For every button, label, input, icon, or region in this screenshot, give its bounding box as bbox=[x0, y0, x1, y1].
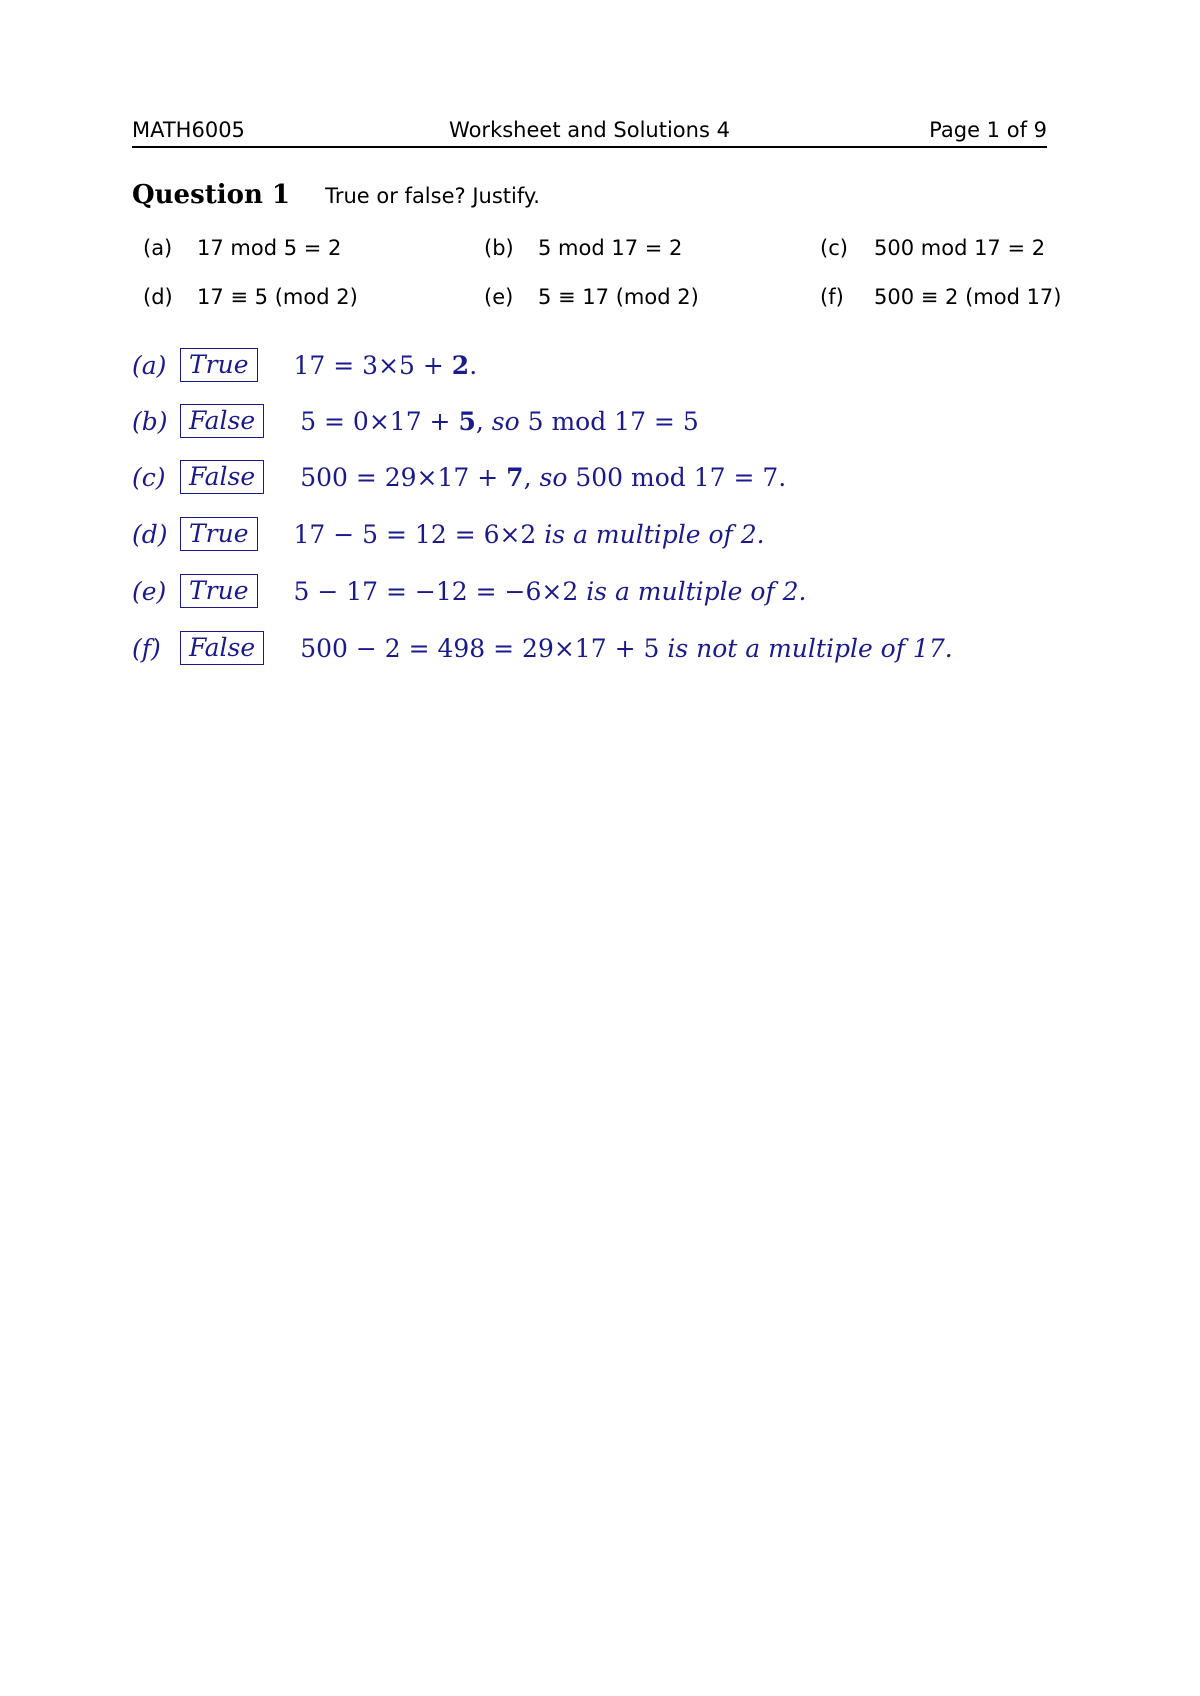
explanation-italic: is a multiple of bbox=[544, 519, 733, 549]
explanation-remainder: 7 bbox=[506, 462, 524, 492]
part-d bbox=[143, 285, 358, 309]
part-label: (c) bbox=[820, 236, 848, 260]
solution-explanation bbox=[294, 577, 807, 606]
part-c bbox=[820, 236, 1045, 260]
explanation-text: 500 mod 17 = 7. bbox=[567, 462, 787, 492]
part-e bbox=[484, 285, 699, 309]
explanation-text: . bbox=[469, 350, 478, 380]
explanation-remainder: 2 bbox=[451, 350, 470, 380]
verdict-box: False bbox=[180, 631, 264, 665]
explanation-text: 5 mod 17 = 5 bbox=[519, 406, 699, 436]
solution-explanation bbox=[294, 520, 765, 549]
part-text: 17 mod 5 = 2 bbox=[197, 236, 342, 260]
part-text: 5 ≡ 17 (mod 2) bbox=[538, 285, 699, 309]
solution-label: (e) bbox=[132, 576, 167, 606]
explanation-text: 500 − 2 = 498 = 29×17 + 5 bbox=[300, 633, 668, 663]
explanation-text: 2. bbox=[732, 519, 765, 549]
solution-e bbox=[132, 574, 807, 608]
explanation-remainder: 5 bbox=[458, 406, 476, 436]
verdict-box: True bbox=[180, 574, 258, 608]
explanation-italic: so bbox=[539, 462, 568, 492]
verdict-box: True bbox=[180, 348, 258, 382]
part-text: 500 mod 17 = 2 bbox=[874, 236, 1046, 260]
solution-b bbox=[132, 404, 699, 438]
explanation-text: 5 − 17 = −12 = −6×2 bbox=[293, 576, 587, 606]
solution-explanation bbox=[294, 351, 478, 380]
part-label: (e) bbox=[484, 285, 514, 309]
question-prompt: True or false? Justify. bbox=[325, 184, 540, 208]
solution-c bbox=[132, 460, 786, 494]
worksheet-title: Worksheet and Solutions 4 bbox=[449, 118, 730, 142]
explanation-text: 500 = 29×17 + bbox=[300, 462, 507, 492]
part-text: 5 mod 17 = 2 bbox=[538, 236, 683, 260]
part-label: (f) bbox=[820, 285, 844, 309]
part-label: (d) bbox=[143, 285, 173, 309]
verdict-box: True bbox=[180, 517, 258, 551]
part-text: 17 ≡ 5 (mod 2) bbox=[197, 285, 358, 309]
solution-a bbox=[132, 348, 477, 382]
part-label: (b) bbox=[484, 236, 514, 260]
explanation-text: 2. bbox=[774, 576, 807, 606]
part-f bbox=[820, 285, 1061, 309]
part-a bbox=[143, 236, 341, 260]
course-code: MATH6005 bbox=[132, 118, 245, 142]
page-header bbox=[132, 112, 1047, 148]
solution-label: (d) bbox=[132, 519, 168, 549]
explanation-italic: is not a multiple of 17. bbox=[667, 633, 953, 663]
explanation-text: 17 = 3×5 + bbox=[293, 350, 452, 380]
verdict-box: False bbox=[180, 404, 264, 438]
explanation-text: , bbox=[475, 406, 492, 436]
part-b bbox=[484, 236, 682, 260]
explanation-text: 17 − 5 = 12 = 6×2 bbox=[293, 519, 545, 549]
explanation-text: 5 = 0×17 + bbox=[300, 406, 459, 436]
part-text: 500 ≡ 2 (mod 17) bbox=[874, 285, 1062, 309]
solution-label: (c) bbox=[132, 462, 166, 492]
solution-explanation bbox=[300, 463, 786, 492]
solution-label: (f) bbox=[132, 633, 161, 663]
solution-d bbox=[132, 517, 765, 551]
solution-label: (b) bbox=[132, 406, 168, 436]
explanation-text: , bbox=[523, 462, 540, 492]
verdict-box: False bbox=[180, 460, 264, 494]
question-heading bbox=[132, 180, 540, 210]
solution-explanation bbox=[300, 634, 953, 663]
part-label: (a) bbox=[143, 236, 173, 260]
explanation-italic: so bbox=[491, 406, 520, 436]
page-number: Page 1 of 9 bbox=[929, 118, 1047, 142]
solution-explanation bbox=[300, 407, 699, 436]
solution-label: (a) bbox=[132, 350, 167, 380]
solution-f bbox=[132, 631, 953, 665]
explanation-italic: is a multiple of bbox=[586, 576, 775, 606]
question-title: Question 1 bbox=[132, 180, 291, 210]
